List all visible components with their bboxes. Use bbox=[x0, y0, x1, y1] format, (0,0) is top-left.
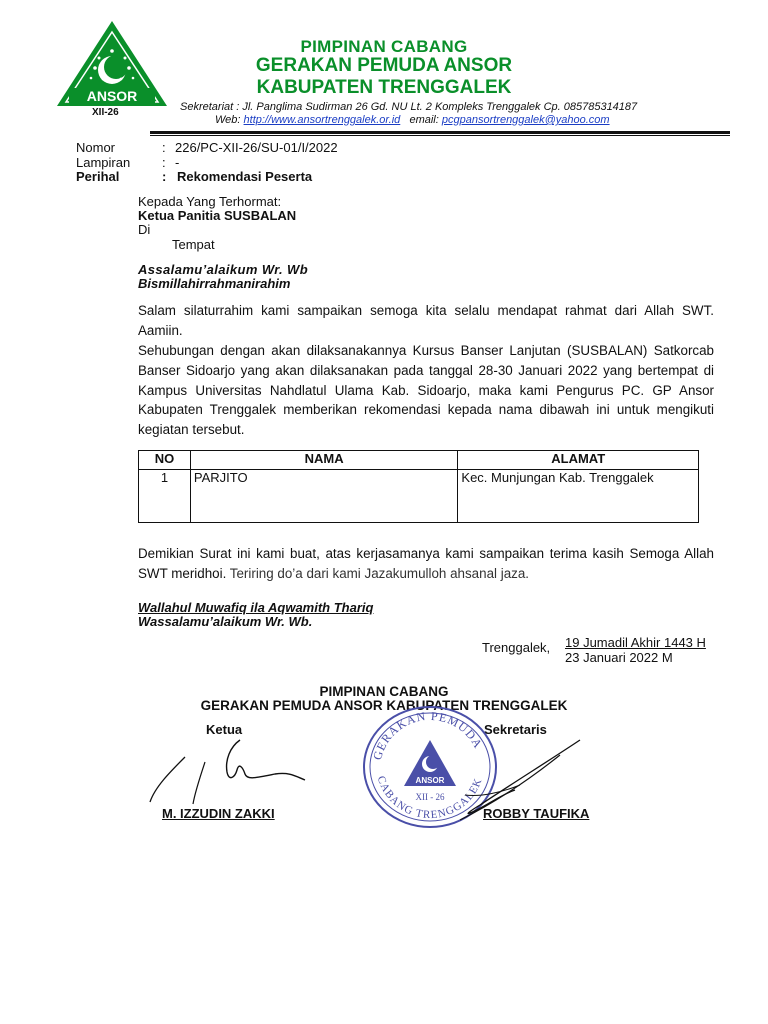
stamp-code-text: XII - 26 bbox=[415, 792, 445, 802]
email-label: email: bbox=[409, 114, 439, 126]
header-no: NO bbox=[139, 451, 191, 470]
closing-tail: Teriring do’a dari kami Jazakumulloh ahsanal jaza. bbox=[226, 565, 529, 581]
logo-code: XII-26 bbox=[92, 107, 119, 118]
date-masehi: 23 Januari 2022 M bbox=[565, 650, 673, 665]
header-line-1: PIMPINAN CABANG bbox=[300, 37, 468, 56]
nomor-value: 226/PC-XII-26/SU-01/I/2022 bbox=[175, 140, 338, 155]
email-link[interactable]: pcgpansortrenggalek@yahoo.com bbox=[441, 114, 610, 126]
header-rule-thick bbox=[150, 131, 730, 134]
sekretaris-name: ROBBY TAUFIKA bbox=[483, 806, 590, 821]
date-place: Trenggalek, bbox=[482, 640, 551, 655]
header-line-3: KABUPATEN TRENGGALEK bbox=[256, 77, 512, 98]
nomor-label: Nomor bbox=[76, 140, 116, 155]
web-line bbox=[215, 114, 610, 126]
perihal-label: Perihal bbox=[76, 169, 120, 184]
recipient-line-1: Kepada Yang Terhormat: bbox=[138, 194, 282, 209]
closing-text: Demikian Surat ini kami buat, atas kerjasamanya kami sampaikan terima kasih Semoga Allah SWT meridhoi. bbox=[138, 546, 714, 581]
salam: Assalamu’alaikum Wr. Wb bbox=[138, 262, 309, 277]
ketua-signature bbox=[145, 732, 315, 812]
signature-org-2: GERAKAN PEMUDA ANSOR KABUPATEN TRENGGALEK bbox=[200, 698, 568, 713]
participant-table bbox=[138, 450, 699, 523]
signature-org-1: PIMPINAN CABANG bbox=[319, 684, 449, 699]
header-nama: NAMA bbox=[190, 451, 457, 470]
recipient-line-2: Ketua Panitia SUSBALAN bbox=[138, 208, 297, 223]
body-paragraph-2: Sehubungan dengan akan dilaksanakannya Kursus Banser Lanjutan (SUSBALAN) Satkorcab Banser Sidoarjo yang akan dilaksanakan pada tanggal 28-30 Januari 2022 yang bertempat di Kampus Universitas Nahdlatul Ulama Kab. Sidoarjo, maka kami Pengurus PC. GP Ansor Kabupaten Trenggalek memberikan rekomendasi kepada nama dibawah ini untuk mengikuti kegiatan tersebut. bbox=[138, 343, 714, 438]
table-row bbox=[139, 470, 699, 523]
date-hijri: 19 Jumadil Akhir 1443 H bbox=[565, 635, 706, 650]
address-line: Sekretariat : Jl. Panglima Sudirman 26 Gd. NU Lt. 2 Kompleks Trenggalek Cp. 085785314187 bbox=[180, 101, 638, 113]
sekretaris-label: Sekretaris bbox=[484, 722, 547, 737]
stamp-bottom-text: CABANG TRENGGALEK bbox=[374, 774, 485, 822]
web-label: Web: bbox=[215, 114, 241, 126]
header-alamat: ALAMAT bbox=[458, 451, 699, 470]
closing-paragraph bbox=[138, 544, 714, 584]
wallahul: Wallahul Muwafiq ila Aqwamith Thariq bbox=[138, 600, 374, 615]
cell-alamat: Kec. Munjungan Kab. Trenggalek bbox=[458, 470, 699, 523]
web-link[interactable]: http://www.ansortrenggalek.or.id bbox=[243, 114, 401, 126]
ketua-label: Ketua bbox=[206, 722, 243, 737]
body-paragraph-1: Salam silaturrahim kami sampaikan semoga kita selalu mendapat rahmat dari Allah SWT. Aamiin. bbox=[138, 303, 714, 338]
stamp-top-text: GERAKAN PEMUDA bbox=[370, 708, 486, 762]
cell-no: 1 bbox=[139, 470, 191, 523]
basmalah: Bismillahirrahmanirahim bbox=[138, 276, 291, 291]
table-header-row bbox=[139, 451, 699, 470]
recipient-line-4: Tempat bbox=[172, 237, 215, 252]
cell-nama: PARJITO bbox=[190, 470, 457, 523]
nomor-colon: : bbox=[162, 140, 166, 155]
wassalam: Wassalamu’alaikum Wr. Wb. bbox=[138, 614, 313, 629]
perihal-colon: : bbox=[162, 169, 167, 184]
logo-text: ANSOR bbox=[86, 88, 138, 104]
header-rule-thin bbox=[150, 135, 730, 136]
lampiran-colon: : bbox=[162, 155, 166, 170]
stamp-logo-text: ANSOR bbox=[415, 776, 445, 785]
recipient-line-3: Di bbox=[138, 222, 151, 237]
header-line-2: GERAKAN PEMUDA ANSOR bbox=[255, 55, 513, 76]
lampiran-label: Lampiran bbox=[76, 155, 131, 170]
lampiran-value: - bbox=[175, 155, 180, 170]
ketua-name: M. IZZUDIN ZAKKI bbox=[162, 806, 275, 821]
perihal-value: Rekomendasi Peserta bbox=[177, 169, 313, 184]
